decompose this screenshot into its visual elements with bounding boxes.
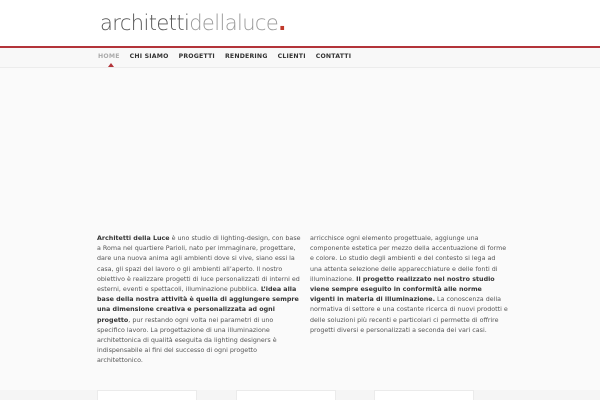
active-indicator-icon <box>108 63 114 67</box>
intro-highlight-2: Il progetto realizzato nel nostro studio viene sempre eseguito in conformità alle norme vigenti in materia di illuminazione. <box>310 275 495 304</box>
nav-item-progetti[interactable] <box>174 48 220 68</box>
nav-item-clienti[interactable] <box>273 48 311 68</box>
intro-column-left <box>97 234 302 367</box>
nav-item-contatti[interactable] <box>311 48 357 68</box>
studio-name: Architetti della Luce <box>97 235 170 242</box>
site-header <box>0 0 600 47</box>
feature-card[interactable] <box>97 390 197 400</box>
nav-item-label: CLIENTI <box>277 53 306 60</box>
nav-item-home[interactable] <box>97 48 125 68</box>
logo-part-architetti: architetti <box>100 11 190 35</box>
nav-item-label: PROGETTI <box>178 53 215 60</box>
intro-highlight-1: L’idea alla base della nostra attività è quella di aggiungere sempre una dimensione creativa e personalizzata ad ogni progetto <box>97 286 299 324</box>
nav-menu <box>97 48 356 68</box>
intro-text-2: , pur restando ogni volta nei parametri di uno specifico lavoro. La progettazione di una illuminazione architettonica di qualità eseguita da lighting designers è indispensabile ai fini del successo di ogni progetto architettonico. <box>97 316 277 365</box>
feature-card[interactable] <box>374 390 474 400</box>
intro-text-3: arricchisce ogni elemento progettuale, aggiunge una componente estetica per mezzo della accentuazione di forme e colore. Lo studio degli ambienti e del contesto si lega ad una attenta selezione delle apparecchiature e delle fonti di illuminazione. <box>310 235 507 283</box>
feature-card[interactable] <box>236 390 336 400</box>
nav-item-chi-siamo[interactable] <box>125 48 174 68</box>
feature-cards <box>0 390 600 400</box>
intro-text-1: è uno studio di lighting-design, con base a Roma nel quartiere Parioli, nato per immaginare, progettare, dare una nuova anima agli ambienti dove si vive, siano essi la casa, gli spazi del lavoro o gli ambienti all’aperto. Il nostro obiettivo è realizzare progetti di luce personalizzati di interni ed esterni, eventi e spettacoli, illuminazione pubblica. <box>97 235 301 294</box>
site-logo[interactable] <box>100 11 286 35</box>
nav-item-label: HOME <box>98 53 120 60</box>
nav-item-label: CHI SIAMO <box>129 53 169 60</box>
intro-content <box>0 230 600 390</box>
intro-text-4: La conoscenza della normativa di settore e una costante ricerca di nuovi prodotti e delle soluzioni più recenti e particolari ci permette di offrire progetti diversi e personalizzati a seconda dei vari casi. <box>310 296 508 334</box>
nav-item-label: RENDERING <box>224 53 268 60</box>
logo-dot: . <box>278 11 286 35</box>
nav-item-label: CONTATTI <box>315 53 352 60</box>
hero-slider-area <box>0 68 600 230</box>
intro-column-right <box>310 234 508 336</box>
main-navigation <box>0 48 600 68</box>
logo-part-dellaluce: dellaluce <box>189 11 279 35</box>
nav-item-rendering[interactable] <box>220 48 273 68</box>
